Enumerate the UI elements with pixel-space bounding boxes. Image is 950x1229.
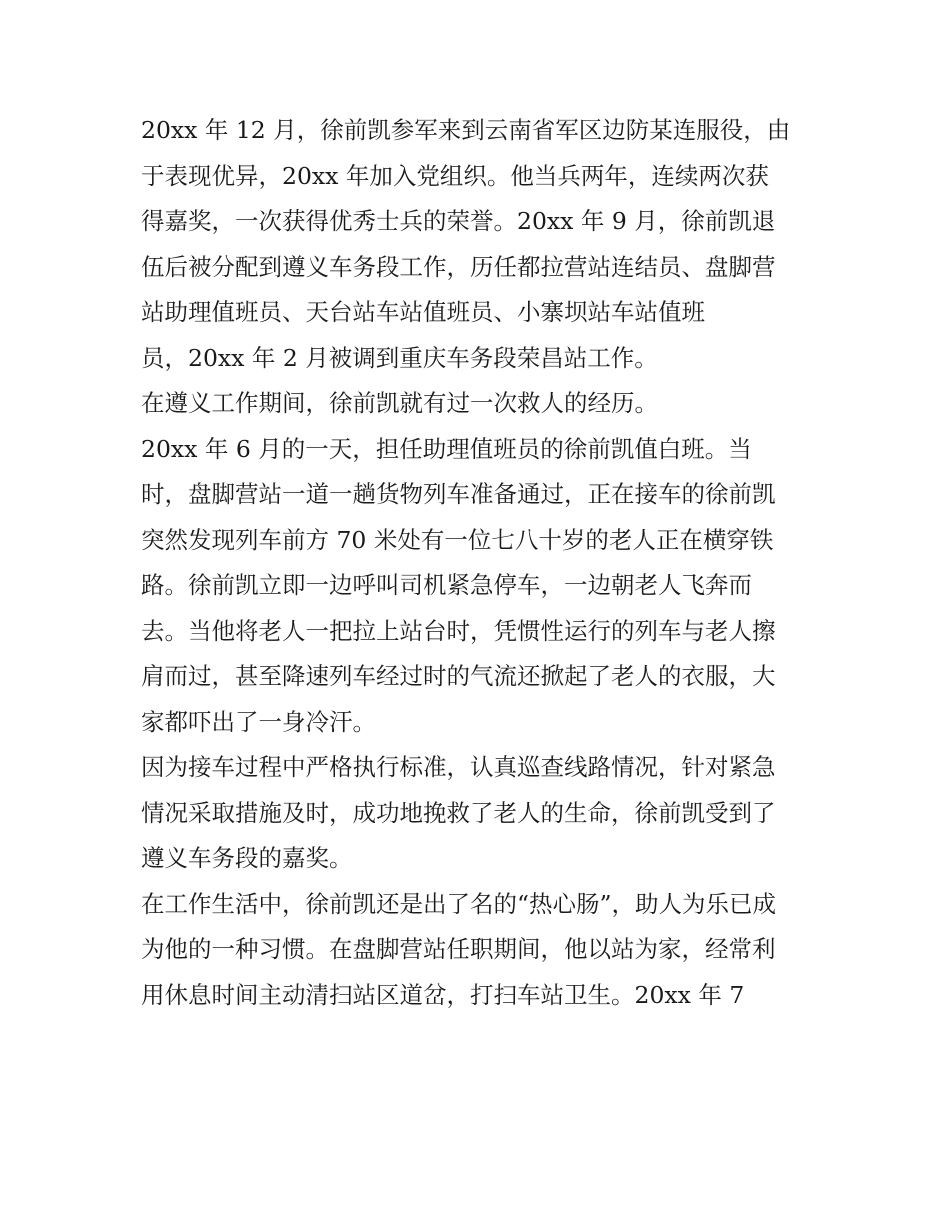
text-line: 20xx 年 6 月的一天，担任助理值班员的徐前凯值白班。当 (141, 434, 752, 463)
document-body (141, 108, 821, 1018)
text-line: 得嘉奖，一次获得优秀士兵的荣誉。20xx 年 9 月，徐前凯退 (141, 207, 776, 235)
text-line: 20xx 年 12 月，徐前凯参军来到云南省军区边防某连服役，由 (141, 116, 791, 144)
text-line: 于表现优异，20xx 年加入党组织。他当兵两年，连续两次获 (141, 161, 769, 190)
text-line: 在工作生活中，徐前凯还是出了名的“热心肠”，助人为乐已成 (141, 889, 777, 918)
text-line: 为他的一种习惯。在盘脚营站任职期间，他以站为家，经常利 (141, 935, 776, 963)
text-line: 用休息时间主动清扫站区道岔，打扫车站卫生。20xx 年 7 (141, 980, 745, 1009)
text-line: 在遵义工作期间，徐前凯就有过一次救人的经历。 (141, 389, 658, 417)
text-line: 站助理值班员、天台站车站值班员、小寨坝站车站值班 (141, 298, 705, 326)
text-line: 路。徐前凯立即一边呼叫司机紧急停车，一边朝老人飞奔而 (141, 571, 752, 599)
text-line: 突然发现列车前方 70 米处有一位七八十岁的老人正在横穿铁 (141, 525, 774, 554)
text-line: 去。当他将老人一把拉上站台时，凭惯性运行的列车与老人擦 (141, 616, 776, 645)
text-line: 因为接车过程中严格执行标准，认真巡查线路情况，针对紧急 (141, 753, 776, 781)
text-line: 肩而过，甚至降速列车经过时的气流还掀起了老人的衣服，大 (141, 662, 776, 690)
text-line: 家都吓出了一身冷汗。 (141, 707, 376, 736)
text-line: 伍后被分配到遵义车务段工作，历任都拉营站连结员、盘脚营 (141, 252, 776, 281)
text-line: 情况采取措施及时，成功地挽救了老人的生命，徐前凯受到了 (141, 798, 776, 827)
text-line: 时，盘脚营站一道一趟货物列车准备通过，正在接车的徐前凯 (141, 480, 776, 508)
text-line: 遵义车务段的嘉奖。 (141, 844, 353, 872)
text-line: 员，20xx 年 2 月被调到重庆车务段荣昌站工作。 (141, 343, 658, 372)
